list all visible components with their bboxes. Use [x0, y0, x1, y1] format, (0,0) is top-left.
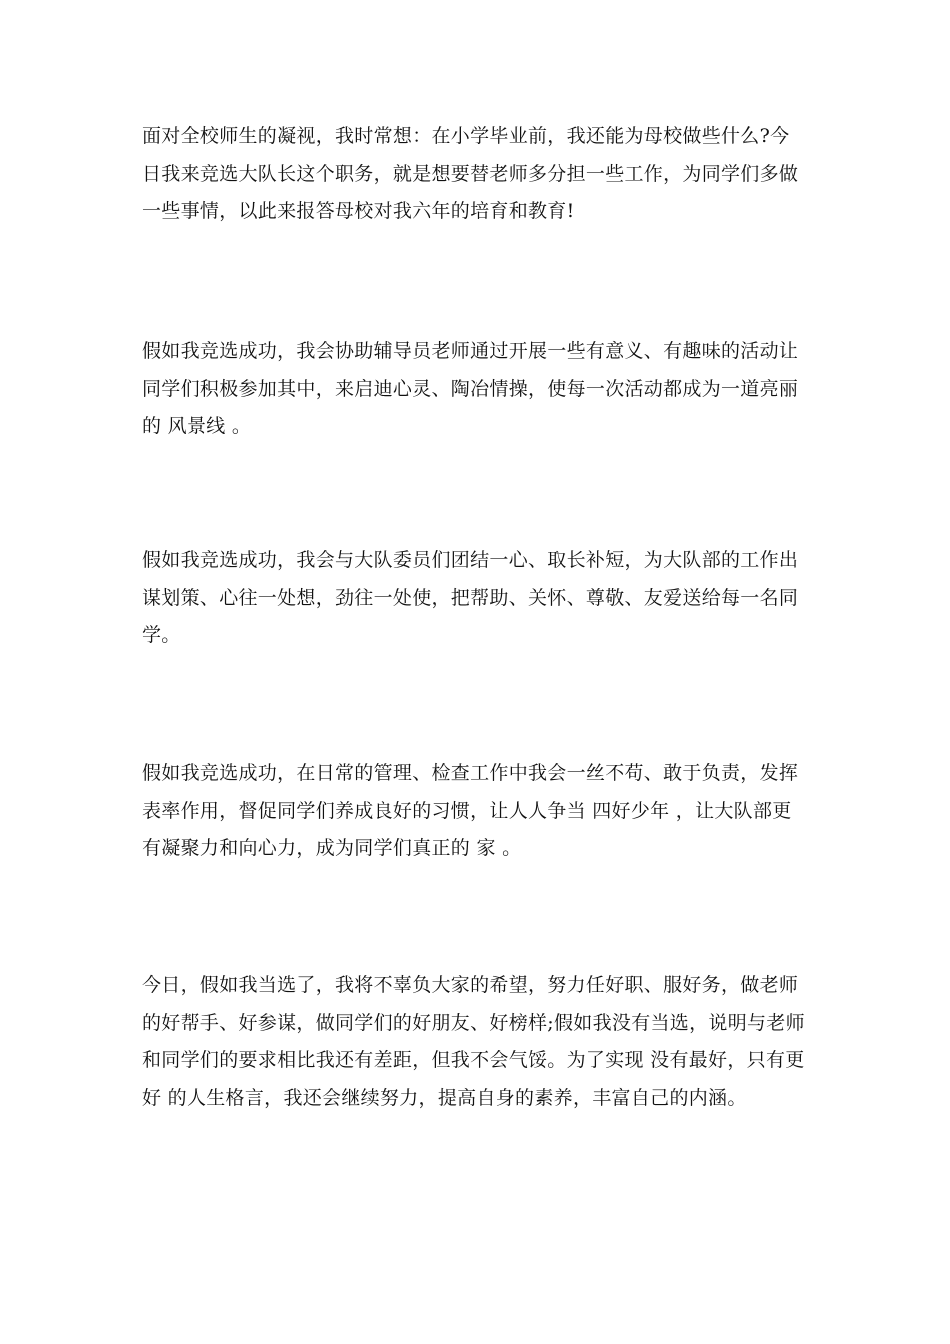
- paragraph-3: [142, 542, 810, 655]
- paragraph-line: 假如我竞选成功，在日常的管理、检查工作中我会一丝不苟、敢于负责，发挥: [142, 762, 799, 784]
- paragraph-2: [142, 333, 810, 446]
- paragraph-line: 好 的人生格言，我还会继续努力，提高自身的素养，丰富自己的内涵。: [142, 1086, 747, 1109]
- paragraph-line: 假如我竞选成功，我会协助辅导员老师通过开展一些有意义、有趣味的活动让: [142, 340, 799, 362]
- paragraph-line: 面对全校师生的凝视，我时常想：在小学毕业前，我还能为母校做些什么?今: [142, 125, 790, 147]
- paragraph-line: 假如我竞选成功，我会与大队委员们团结一心、取长补短，为大队部的工作出: [142, 549, 799, 571]
- paragraph-line: 学。: [142, 624, 181, 647]
- paragraph-line: 和同学们的要求相比我还有差距，但我不会气馁。为了实现 没有最好，只有更: [142, 1049, 805, 1072]
- paragraph-5: [142, 967, 810, 1117]
- paragraph-1: [142, 118, 810, 231]
- paragraph-line: 同学们积极参加其中，来启迪心灵、陶冶情操，使每一次活动都成为一道亮丽: [142, 377, 799, 400]
- paragraph-line: 表率作用，督促同学们养成良好的习惯，让人人争当 四好少年 ，让大队部更: [142, 799, 792, 822]
- paragraph-line: 谋划策、心往一处想，劲往一处使，把帮助、关怀、尊敬、友爱送给每一名同: [142, 586, 799, 609]
- paragraph-line: 的 风景线 。: [142, 415, 252, 438]
- paragraph-line: 日我来竞选大队长这个职务，就是想要替老师多分担一些工作，为同学们多做: [142, 162, 799, 185]
- paragraph-line: 今日，假如我当选了，我将不辜负大家的希望，努力任好职、服好务，做老师: [142, 974, 799, 996]
- paragraph-line: 有凝聚力和向心力，成为同学们真正的 家 。: [142, 837, 522, 860]
- paragraph-line: 一些事情，以此来报答母校对我六年的培育和教育!: [142, 200, 575, 223]
- paragraph-4: [142, 755, 810, 868]
- paragraph-line: 的好帮手、好参谋，做同学们的好朋友、好榜样;假如我没有当选，说明与老师: [142, 1011, 805, 1034]
